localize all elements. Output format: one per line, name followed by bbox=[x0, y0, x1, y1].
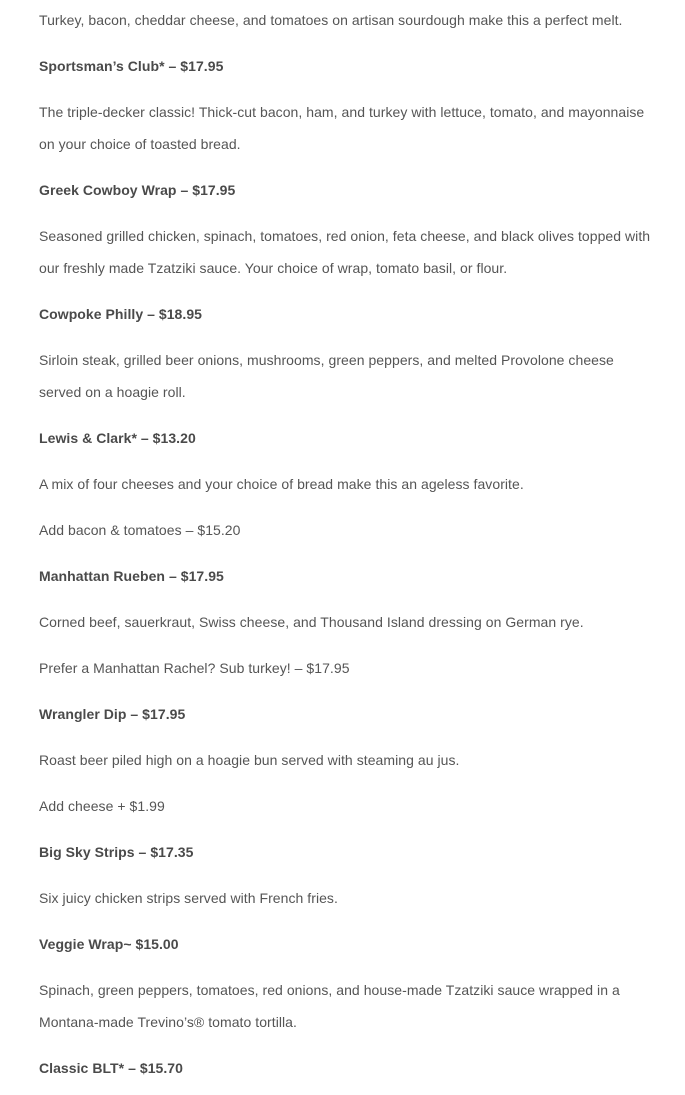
item-title: Veggie Wrap~ $15.00 bbox=[39, 936, 179, 952]
item-title: Manhattan Rueben – $17.95 bbox=[39, 568, 224, 584]
item-title: Sportsman’s Club* – $17.95 bbox=[39, 58, 224, 74]
item-title: Greek Cowboy Wrap – $17.95 bbox=[39, 182, 236, 198]
item-description: Seasoned grilled chicken, spinach, tomatoes, red onion, feta cheese, and black olives topped with our freshly made Tzatziki sauce. Your choice of wrap, tomato basil, or flour. bbox=[39, 228, 651, 276]
menu-list bbox=[0, 4, 685, 1084]
item-addon: Add cheese + $1.99 bbox=[39, 798, 165, 814]
item-description: A mix of four cheeses and your choice of bread make this an ageless favorite. bbox=[39, 476, 524, 492]
item-title: Classic BLT* – $15.70 bbox=[39, 1060, 183, 1076]
item-title: Wrangler Dip – $17.95 bbox=[39, 706, 186, 722]
item-addon: Add bacon & tomatoes – $15.20 bbox=[39, 522, 241, 538]
item-description: Sirloin steak, grilled beer onions, mushrooms, green peppers, and melted Provolone cheese served on a hoagie roll. bbox=[39, 352, 614, 400]
item-description: Six juicy chicken strips served with French fries. bbox=[39, 890, 338, 906]
item-description: Turkey, bacon, cheddar cheese, and tomatoes on artisan sourdough make this a perfect melt. bbox=[39, 12, 623, 28]
item-title: Lewis & Clark* – $13.20 bbox=[39, 430, 196, 446]
item-title: Cowpoke Philly – $18.95 bbox=[39, 306, 202, 322]
item-addon: Prefer a Manhattan Rachel? Sub turkey! – $17.95 bbox=[39, 660, 350, 676]
item-title: Big Sky Strips – $17.35 bbox=[39, 844, 194, 860]
item-description: Spinach, green peppers, tomatoes, red onions, and house-made Tzatziki sauce wrapped in a Montana-made Trevino’s® tomato tortilla. bbox=[39, 982, 620, 1030]
item-description: Roast beer piled high on a hoagie bun served with steaming au jus. bbox=[39, 752, 460, 768]
item-description: The triple-decker classic! Thick-cut bacon, ham, and turkey with lettuce, tomato, and mayonnaise on your choice of toasted bread. bbox=[39, 104, 645, 152]
item-description: Corned beef, sauerkraut, Swiss cheese, and Thousand Island dressing on German rye. bbox=[39, 614, 584, 630]
